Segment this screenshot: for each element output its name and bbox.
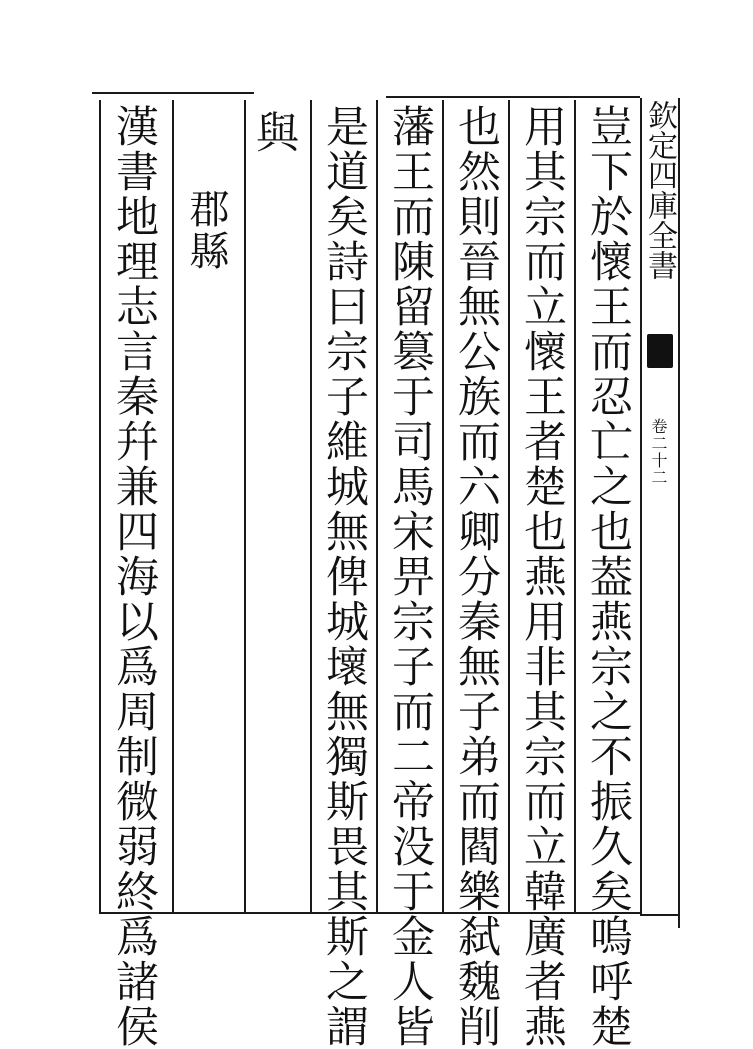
volume-label: 卷二十二 (649, 418, 668, 486)
column-divider (244, 100, 246, 912)
section-heading: 郡縣 (183, 188, 229, 272)
column-divider (310, 100, 312, 912)
top-border-line (92, 92, 254, 94)
text-column-3: 也然則晉無公族而六卿分秦無子弟而閻樂弑魏削 (451, 104, 501, 1049)
left-border-line (99, 100, 101, 914)
book-title: 欽定四庫全書 (642, 100, 677, 280)
text-column-5: 是道矣詩曰宗子維城無俾城壞無獨斯畏其斯之謂 (319, 104, 369, 1049)
column-divider (508, 100, 510, 912)
text-column-1: 豈下於懷王而忍亡之也葢燕宗之不振久矣嗚呼楚 (583, 104, 633, 1049)
fish-tail-mark-icon (647, 334, 673, 368)
text-column-4: 藩王而陳留篡于司馬宋畀宗子而二帝没于金人皆 (385, 104, 435, 1049)
column-divider (376, 100, 378, 912)
column-divider (172, 100, 174, 912)
top-border-line-right (386, 96, 640, 98)
margin-bottom-line (640, 914, 680, 916)
column-divider (442, 100, 444, 912)
text-column-2: 用其宗而立懷王者楚也燕用非其宗而立韓廣者燕 (517, 104, 567, 1049)
column-divider (574, 100, 576, 912)
text-column-6: 與 (249, 110, 299, 155)
text-column-8: 漢書地理志言秦幷兼四海以爲周制微弱終爲諸侯 (109, 104, 159, 1049)
margin-outer-line (678, 98, 680, 928)
